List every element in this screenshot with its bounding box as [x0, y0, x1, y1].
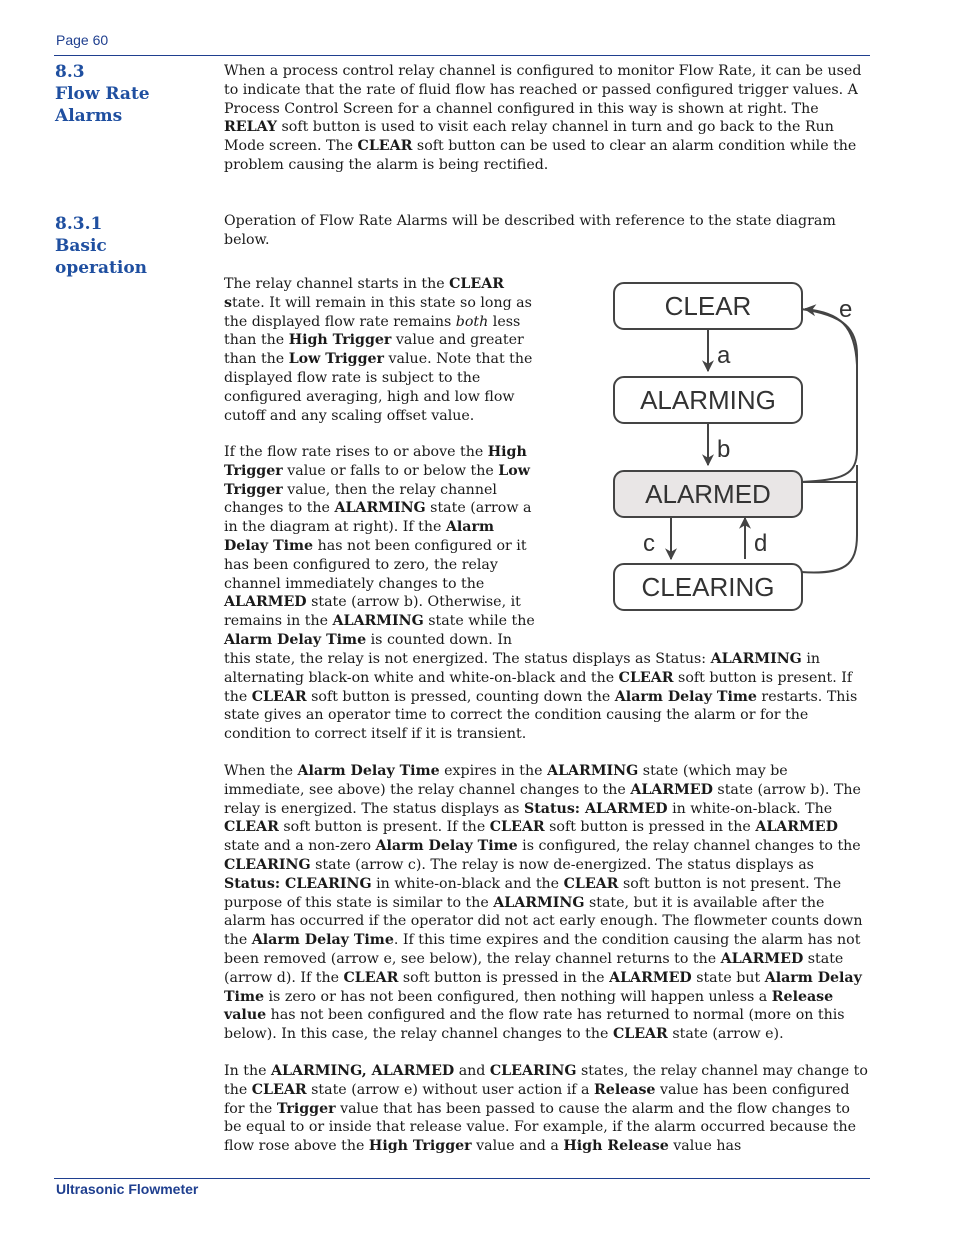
arrow-label-b: b [717, 436, 731, 463]
state-label-alarmed: ALARMED [645, 479, 771, 509]
subsection-title-line1: Basic [55, 236, 107, 256]
state-label-alarming: ALARMING [640, 385, 776, 415]
arrow-label-d: d [754, 530, 768, 557]
alarmed-state-paragraph: When the Alarm Delay Time expires in the ALARMING state (which may be immediate, see above) the relay channel changes to the ALARMED state (arrow b). The relay is energized. The status displays as Status: ALARMED in white-on-black. The CLEAR soft button is present. If the CLEAR soft button is pressed in the ALARMED state and a non-zero Alarm Delay Time is configured, the relay channel changes to the CLEARING state (arrow c). The relay is now de-energized. The status displays as Status: CLEARING in white-on-black and the CLEAR soft button is not present. The purpose of this state is similar to the ALARMING state, but it is available after the alarm has occurred if the operator did not act early enough. The flowmeter counts down the Alarm Delay Time. If this time expires and the condition causing the alarm has not been removed (arrow e, see below), the relay channel returns to the ALARMED state (arrow d). If the CLEAR soft button is pressed in the ALARMED state but Alarm Delay Time is zero or has not been configured, then nothing will happen unless a Release value has not been configured and the flow rate has returned to normal (more on this below). In this case, the relay channel changes to the CLEAR state (arrow e). [224, 763, 863, 1043]
arrow-label-e: e [839, 296, 853, 323]
section-8-3-paragraph: When a process control relay channel is configured to monitor Flow Rate, it can be used to indicate that the rate of fluid flow has reached or passed configured trigger values. A Process Control Screen for a channel configured in this way is shown at right. The RELAY soft button is used to visit each relay channel in turn and go back to the Run Mode screen. The CLEAR soft button can be used to clear an alarm condition while the problem causing the alarm is being rectified. [224, 63, 862, 173]
section-title-line1: Flow Rate [55, 84, 150, 104]
arrow-label-a: a [717, 342, 731, 369]
state-label-clearing: CLEARING [641, 572, 775, 602]
section-8-3-heading [55, 61, 150, 127]
footer-divider [54, 1178, 870, 1179]
state-diagram [605, 275, 870, 620]
section-number: 8.3 [55, 62, 85, 82]
page-number: Page 60 [56, 32, 109, 48]
subsection-title-line2: operation [55, 258, 148, 278]
state-label-clear: CLEAR [664, 291, 752, 321]
return-line-from-alarming [801, 309, 857, 482]
subsection-number: 8.3.1 [55, 214, 103, 234]
clear-state-paragraph: The relay channel starts in the CLEAR state. It will remain in this state so long as the displayed flow rate remains both less than the High Trigger value and greater than the Low Trigger value. Note that the displayed flow rate is subject to the configured averaging, high and low flow cutoff and any scaling offset value. [224, 276, 533, 424]
header-divider [54, 55, 870, 56]
alarming-state-paragraph-cont: this state, the relay is not energized. The status displays as Status: ALARMING in alternating black-on white and white-on-black and the CLEAR soft button is present. If the CLEAR soft button is pressed, counting down the Alarm Delay Time restarts. This state gives an operator time to correct the condition causing the alarm or for the condition to correct itself if it is transient. [224, 651, 858, 743]
arrow-label-c: c [643, 530, 655, 557]
release-paragraph: In the ALARMING, ALARMED and CLEARING states, the relay channel may change to the CLEAR state (arrow e) without user action if a Release value has been configured for the Trigger value that has been passed to cause the alarm and the flow changes to be equal to or inside that release value. For example, if the alarm occurred because the flow rose above the High Trigger value and a High Release value has [224, 1063, 868, 1155]
alarming-state-paragraph: If the flow rate rises to or above the High Trigger value or falls to or below the Low Trigger value, then the relay channel changes to the ALARMING state (arrow a in the diagram at right). If the Alarm Delay Time has not been configured or it has been configured to zero, the relay channel immediately changes to the ALARMED state (arrow b). Otherwise, it remains in the ALARMING state while the Alarm Delay Time is counted down. In [224, 444, 535, 648]
footer-title: Ultrasonic Flowmeter [56, 1181, 199, 1197]
intro-paragraph: Operation of Flow Rate Alarms will be described with reference to the state diagram below. [224, 213, 836, 248]
section-8-3-1-heading [55, 213, 147, 279]
section-title-line2: Alarms [55, 106, 123, 126]
